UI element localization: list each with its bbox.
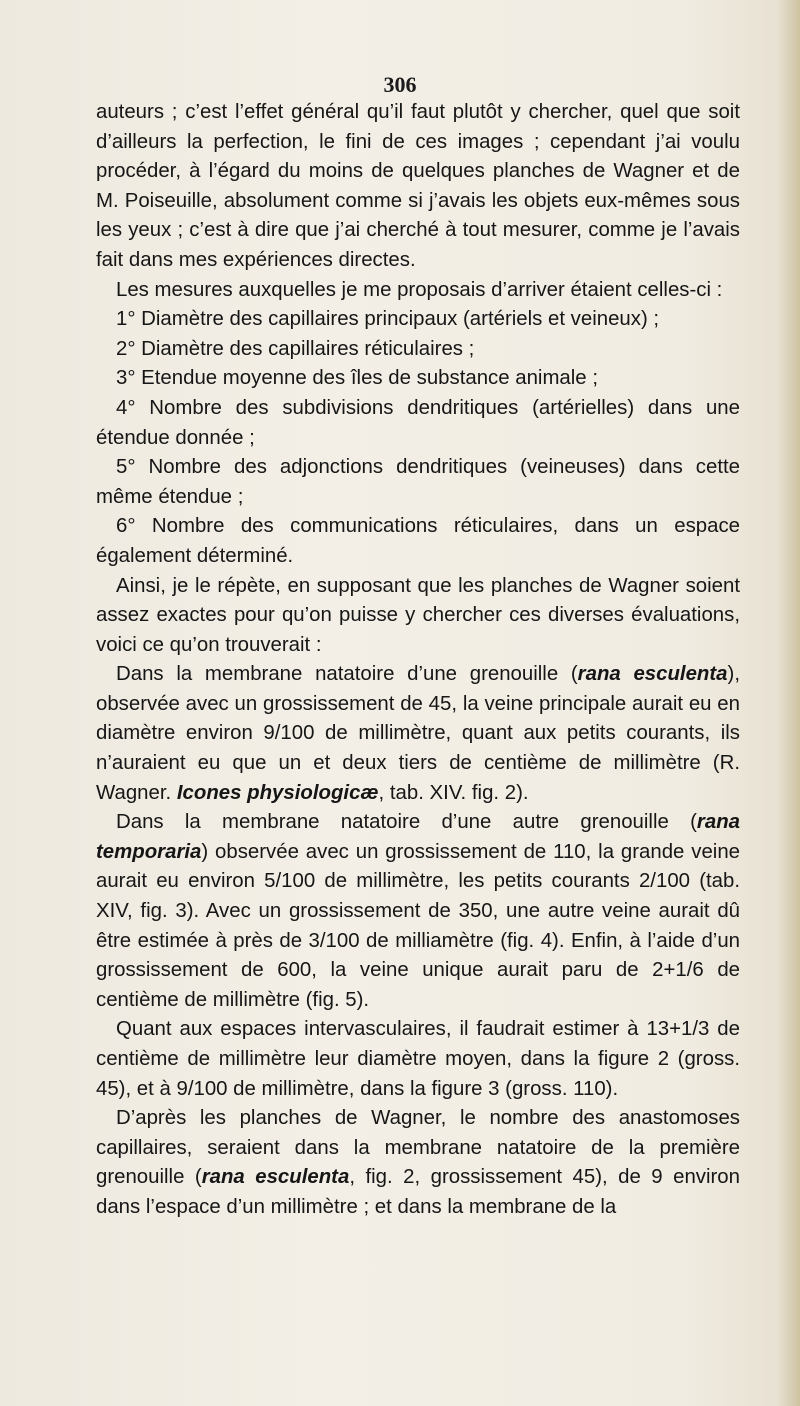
list-item-3: 3° Etendue moyenne des îles de substance animale ; xyxy=(116,367,598,390)
species-name-esculenta: rana esculenta xyxy=(577,663,728,686)
paragraph-1: auteurs ; c’est l’effet général qu’il faut plutôt y chercher, quel que soit d’ailleurs la perfection, le fini de ces images ; cependant j’ai voulu procéder, à l’égard du moins de quelques planches de Wagner et de M. Poiseuille, absolument comme si j’avais les objets eux-mêmes sous les yeux ; c’est à dire que j’ai cherché à tout mesurer, comme je l’avais fait dans mes expériences directes. xyxy=(96,101,740,271)
list-item-2: 2° Diamètre des capillaires réticulaires ; xyxy=(116,337,475,360)
paragraph-5 xyxy=(96,808,740,1015)
paragraph-6: Quant aux espaces intervasculaires, il faudrait estimer à 13+1/3 de centième de millimètre leur diamètre moyen, dans la figure 2 (gross. 45), et à 9/100 de millimètre, dans la figure 3 (gross. 110). xyxy=(96,1018,740,1100)
paragraph-5-part-b: ) observée avec un grossissement de 110, la grande veine aurait eu environ 5/100 de millimètre, les petits courants 2/100 (tab. XIV, fig. 3). Avec un grossissement de 350, une autre veine aurait dû être estimée à près de 3/100 de milliamètre (fig. 4). Enfin, à l’aide d’un grossissement de 600, la veine unique aurait paru de 2+1/6 de centième de millimètre (fig. 5). xyxy=(96,840,740,1011)
paragraph-7-part-a: D’après les planches de Wagner, le nombre des anastomoses capillaires, seraient dans la membrane natatoire de la première grenouille ( xyxy=(96,1107,740,1189)
book-title-icones: Icones physiologicæ xyxy=(176,781,379,804)
paragraph-2: Les mesures auxquelles je me proposais d’arriver étaient celles-ci : xyxy=(116,278,723,301)
species-name-temporaria: rana temporaria xyxy=(96,811,740,863)
list-item-4: 4° Nombre des subdivisions dendritiques (artérielles) dans une étendue donnée ; xyxy=(96,396,740,449)
paragraph-4 xyxy=(96,660,740,808)
body-text xyxy=(96,98,740,1223)
paragraph-7-part-b: , fig. 2, grossissement 45), de 9 environ dans l’espace d’un millimètre ; et dans la membrane de la xyxy=(96,1166,740,1218)
page-number: 306 xyxy=(383,72,417,97)
list-item-5: 5° Nombre des adjonctions dendritiques (veineuses) dans cette même étendue ; xyxy=(96,456,740,508)
paragraph-3: Ainsi, je le répète, en supposant que les planches de Wagner soient assez exactes pour qu’on puisse y chercher ces diverses évaluations, voici ce qu’on trouverait : xyxy=(96,574,740,656)
paragraph-4-part-c: , tab. XIV. fig. 2). xyxy=(378,781,529,804)
paragraph-7 xyxy=(96,1104,740,1222)
page-edge-shadow xyxy=(778,0,800,1406)
paragraph-5-part-a: Dans la membrane natatoire d’une autre grenouille ( xyxy=(116,811,697,834)
list-item-1: 1° Diamètre des capillaires principaux (artériels et veineux) ; xyxy=(116,308,660,331)
paragraph-4-part-b: ), observée avec un grossissement de 45, la veine principale aurait eu en diamètre environ 9/100 de millimètre, quant aux petits courants, ils n’auraient eu que un et deux tiers de centième de millimètre (R. Wagner. xyxy=(96,663,740,804)
paragraph-4-part-a: Dans la membrane natatoire d’une grenouille ( xyxy=(116,663,578,686)
species-name-esculenta-2: rana esculenta xyxy=(201,1166,350,1189)
list-item-6: 6° Nombre des communications réticulaires, dans un espace également déterminé. xyxy=(96,515,740,567)
